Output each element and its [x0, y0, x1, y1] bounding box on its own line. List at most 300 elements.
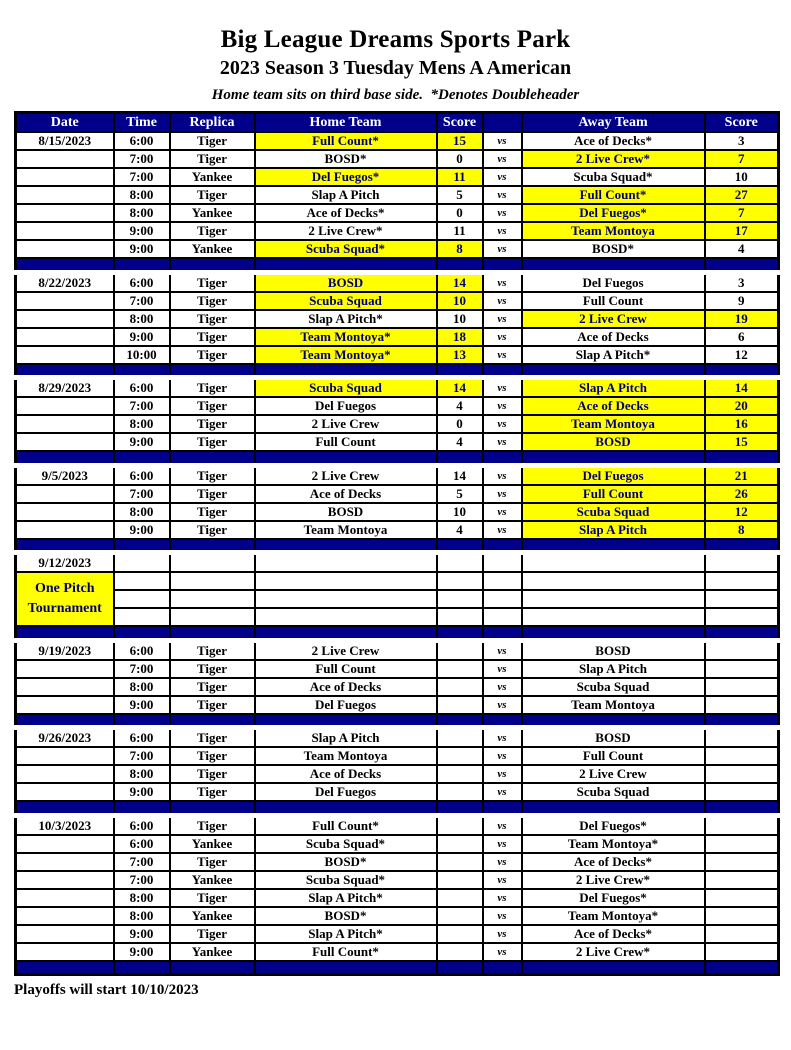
separator-cell: [483, 258, 522, 272]
home-team-cell: Del Fuegos: [255, 783, 437, 801]
away-team-cell: Slap A Pitch*: [522, 346, 705, 364]
tournament-row: [16, 590, 779, 608]
away-score-cell: [705, 747, 779, 765]
replica-cell: Tiger: [170, 150, 255, 168]
separator-cell: [16, 961, 114, 975]
separator-cell: [522, 539, 705, 553]
empty-cell: [522, 608, 705, 626]
away-score-cell: 17: [705, 222, 779, 240]
separator-cell: [705, 961, 779, 975]
separator-row: [16, 961, 779, 975]
home-team-cell: Slap A Pitch*: [255, 889, 437, 907]
home-score-cell: 18: [437, 328, 483, 346]
separator-row: [16, 539, 779, 553]
replica-cell: Tiger: [170, 272, 255, 292]
away-score-cell: 20: [705, 397, 779, 415]
home-score-cell: 10: [437, 503, 483, 521]
header-row: [16, 113, 779, 133]
vs-cell: vs: [483, 397, 522, 415]
empty-cell: [483, 608, 522, 626]
away-team-cell: Team Montoya: [522, 222, 705, 240]
away-score-cell: 10: [705, 168, 779, 186]
separator-cell: [437, 961, 483, 975]
replica-cell: Tiger: [170, 485, 255, 503]
time-cell: 7:00: [114, 397, 170, 415]
home-score-cell: [437, 943, 483, 961]
schedule-table-head: [16, 113, 779, 133]
time-cell: 8:00: [114, 765, 170, 783]
home-team-cell: Ace of Decks: [255, 765, 437, 783]
replica-cell: Yankee: [170, 204, 255, 222]
date-cell: 8/22/2023: [16, 272, 114, 292]
time-cell: 8:00: [114, 186, 170, 204]
game-row: [16, 415, 779, 433]
time-cell: 7:00: [114, 150, 170, 168]
game-row: [16, 204, 779, 222]
game-row: [16, 272, 779, 292]
away-team-cell: Del Fuegos*: [522, 815, 705, 835]
vs-cell: vs: [483, 378, 522, 398]
home-team-cell: Scuba Squad*: [255, 835, 437, 853]
away-score-cell: 16: [705, 415, 779, 433]
away-team-cell: Full Count: [522, 485, 705, 503]
separator-cell: [114, 258, 170, 272]
game-row: [16, 485, 779, 503]
away-score-cell: [705, 907, 779, 925]
away-score-cell: 6: [705, 328, 779, 346]
away-team-cell: Del Fuegos*: [522, 889, 705, 907]
vs-cell: vs: [483, 907, 522, 925]
away-team-cell: Full Count: [522, 292, 705, 310]
empty-cell: [114, 553, 170, 573]
away-score-cell: [705, 815, 779, 835]
vs-cell: vs: [483, 433, 522, 451]
col-header-vs: [483, 113, 522, 133]
away-score-cell: [705, 943, 779, 961]
time-cell: 8:00: [114, 415, 170, 433]
separator-cell: [705, 626, 779, 640]
replica-cell: Tiger: [170, 222, 255, 240]
separator-row: [16, 364, 779, 378]
date-cell: [16, 397, 114, 415]
separator-row: [16, 801, 779, 815]
away-team-cell: Del Fuegos: [522, 272, 705, 292]
home-score-cell: 15: [437, 132, 483, 150]
away-team-cell: 2 Live Crew: [522, 765, 705, 783]
home-score-cell: [437, 747, 483, 765]
empty-cell: [437, 608, 483, 626]
home-team-cell: Ace of Decks: [255, 485, 437, 503]
home-score-cell: 14: [437, 465, 483, 485]
replica-cell: Tiger: [170, 925, 255, 943]
home-team-cell: Full Count*: [255, 132, 437, 150]
home-score-cell: [437, 678, 483, 696]
separator-cell: [522, 258, 705, 272]
time-cell: 8:00: [114, 678, 170, 696]
tournament-line: Tournament: [27, 601, 102, 616]
home-team-cell: Slap A Pitch*: [255, 310, 437, 328]
home-score-cell: [437, 728, 483, 748]
game-row: [16, 925, 779, 943]
home-score-cell: [437, 696, 483, 714]
away-score-cell: 4: [705, 240, 779, 258]
time-cell: 9:00: [114, 925, 170, 943]
home-team-cell: 2 Live Crew*: [255, 222, 437, 240]
home-team-cell: Scuba Squad*: [255, 240, 437, 258]
home-score-cell: [437, 783, 483, 801]
vs-cell: vs: [483, 328, 522, 346]
game-row: [16, 503, 779, 521]
home-team-cell: Team Montoya: [255, 521, 437, 539]
separator-cell: [114, 801, 170, 815]
replica-cell: Yankee: [170, 871, 255, 889]
date-cell: [16, 765, 114, 783]
vs-cell: vs: [483, 465, 522, 485]
game-row: [16, 150, 779, 168]
tournament-line: One Pitch: [35, 581, 95, 596]
separator-cell: [16, 451, 114, 465]
replica-cell: Tiger: [170, 640, 255, 660]
home-team-cell: Slap A Pitch*: [255, 925, 437, 943]
vs-cell: vs: [483, 485, 522, 503]
away-team-cell: Slap A Pitch: [522, 378, 705, 398]
vs-cell: vs: [483, 346, 522, 364]
vs-cell: vs: [483, 747, 522, 765]
empty-cell: [170, 553, 255, 573]
replica-cell: Tiger: [170, 310, 255, 328]
vs-cell: vs: [483, 660, 522, 678]
empty-cell: [483, 590, 522, 608]
time-cell: 7:00: [114, 292, 170, 310]
away-score-cell: [705, 678, 779, 696]
vs-cell: vs: [483, 150, 522, 168]
vs-cell: vs: [483, 640, 522, 660]
away-score-cell: 3: [705, 132, 779, 150]
schedule-table: [14, 111, 780, 976]
col-header-replica: Replica: [170, 113, 255, 133]
away-score-cell: [705, 889, 779, 907]
time-cell: 9:00: [114, 783, 170, 801]
schedule-note: Home team sits on third base side. *Denotes Doubleheader: [211, 87, 580, 103]
game-row: [16, 728, 779, 748]
separator-cell: [705, 451, 779, 465]
away-score-cell: [705, 871, 779, 889]
home-team-cell: Slap A Pitch: [255, 728, 437, 748]
date-row: [16, 553, 779, 573]
separator-cell: [16, 539, 114, 553]
time-cell: 7:00: [114, 485, 170, 503]
away-team-cell: Del Fuegos: [522, 465, 705, 485]
home-score-cell: [437, 853, 483, 871]
empty-cell: [170, 590, 255, 608]
game-row: [16, 815, 779, 835]
vs-cell: vs: [483, 240, 522, 258]
home-team-cell: Team Montoya*: [255, 328, 437, 346]
empty-cell: [255, 608, 437, 626]
replica-cell: Tiger: [170, 465, 255, 485]
home-score-cell: 5: [437, 485, 483, 503]
empty-cell: [705, 590, 779, 608]
replica-cell: Tiger: [170, 889, 255, 907]
away-team-cell: Team Montoya: [522, 415, 705, 433]
home-score-cell: 10: [437, 310, 483, 328]
home-score-cell: 4: [437, 397, 483, 415]
empty-cell: [705, 608, 779, 626]
away-score-cell: 21: [705, 465, 779, 485]
home-team-cell: 2 Live Crew: [255, 640, 437, 660]
home-score-cell: [437, 871, 483, 889]
away-score-cell: [705, 925, 779, 943]
home-score-cell: 0: [437, 150, 483, 168]
time-cell: 7:00: [114, 871, 170, 889]
time-cell: 7:00: [114, 853, 170, 871]
away-team-cell: Ace of Decks*: [522, 853, 705, 871]
time-cell: 9:00: [114, 521, 170, 539]
separator-row: [16, 258, 779, 272]
time-cell: 6:00: [114, 835, 170, 853]
separator-cell: [114, 961, 170, 975]
home-score-cell: [437, 835, 483, 853]
game-row: [16, 132, 779, 150]
away-team-cell: Ace of Decks*: [522, 132, 705, 150]
replica-cell: Tiger: [170, 747, 255, 765]
replica-cell: Tiger: [170, 765, 255, 783]
separator-cell: [255, 364, 437, 378]
date-cell: [16, 204, 114, 222]
replica-cell: Tiger: [170, 815, 255, 835]
home-team-cell: Team Montoya*: [255, 346, 437, 364]
col-header-away-score: Score: [705, 113, 779, 133]
replica-cell: Tiger: [170, 728, 255, 748]
away-score-cell: [705, 696, 779, 714]
separator-cell: [705, 539, 779, 553]
game-row: [16, 521, 779, 539]
replica-cell: Tiger: [170, 783, 255, 801]
vs-cell: vs: [483, 168, 522, 186]
time-cell: 6:00: [114, 815, 170, 835]
game-row: [16, 853, 779, 871]
separator-cell: [483, 626, 522, 640]
time-cell: 9:00: [114, 943, 170, 961]
vs-cell: vs: [483, 728, 522, 748]
home-team-cell: Slap A Pitch: [255, 186, 437, 204]
separator-cell: [255, 714, 437, 728]
replica-cell: Tiger: [170, 378, 255, 398]
replica-cell: Tiger: [170, 415, 255, 433]
separator-cell: [437, 714, 483, 728]
replica-cell: Tiger: [170, 346, 255, 364]
game-row: [16, 835, 779, 853]
empty-cell: [522, 572, 705, 590]
home-team-cell: Full Count*: [255, 943, 437, 961]
separator-cell: [16, 258, 114, 272]
separator-cell: [522, 961, 705, 975]
home-team-cell: Del Fuegos*: [255, 168, 437, 186]
date-cell: [16, 871, 114, 889]
replica-cell: Tiger: [170, 397, 255, 415]
away-team-cell: Scuba Squad: [522, 783, 705, 801]
date-cell: 10/3/2023: [16, 815, 114, 835]
away-score-cell: 19: [705, 310, 779, 328]
game-row: [16, 186, 779, 204]
separator-cell: [170, 714, 255, 728]
home-team-cell: Scuba Squad: [255, 378, 437, 398]
game-row: [16, 397, 779, 415]
away-score-cell: [705, 853, 779, 871]
away-team-cell: Team Montoya*: [522, 835, 705, 853]
empty-cell: [114, 590, 170, 608]
game-row: [16, 783, 779, 801]
vs-cell: vs: [483, 835, 522, 853]
separator-cell: [705, 258, 779, 272]
home-team-cell: BOSD: [255, 272, 437, 292]
separator-cell: [255, 258, 437, 272]
replica-cell: Yankee: [170, 240, 255, 258]
empty-cell: [255, 590, 437, 608]
home-score-cell: [437, 660, 483, 678]
away-score-cell: 8: [705, 521, 779, 539]
away-score-cell: [705, 765, 779, 783]
separator-cell: [705, 364, 779, 378]
replica-cell: Tiger: [170, 132, 255, 150]
separator-cell: [114, 539, 170, 553]
separator-cell: [522, 451, 705, 465]
away-team-cell: Ace of Decks*: [522, 925, 705, 943]
replica-cell: Yankee: [170, 168, 255, 186]
date-cell: [16, 696, 114, 714]
date-cell: [16, 907, 114, 925]
time-cell: 9:00: [114, 433, 170, 451]
empty-cell: [114, 572, 170, 590]
replica-cell: Tiger: [170, 853, 255, 871]
vs-cell: vs: [483, 310, 522, 328]
home-team-cell: 2 Live Crew: [255, 415, 437, 433]
separator-cell: [16, 626, 114, 640]
time-cell: 8:00: [114, 889, 170, 907]
home-team-cell: Full Count: [255, 660, 437, 678]
separator-cell: [483, 539, 522, 553]
away-team-cell: 2 Live Crew*: [522, 871, 705, 889]
home-team-cell: Full Count: [255, 433, 437, 451]
home-score-cell: 11: [437, 222, 483, 240]
replica-cell: Yankee: [170, 907, 255, 925]
vs-cell: vs: [483, 925, 522, 943]
away-score-cell: 27: [705, 186, 779, 204]
game-row: [16, 871, 779, 889]
home-score-cell: 4: [437, 521, 483, 539]
date-cell: [16, 240, 114, 258]
vs-cell: vs: [483, 853, 522, 871]
game-row: [16, 678, 779, 696]
away-team-cell: 2 Live Crew: [522, 310, 705, 328]
date-cell: [16, 521, 114, 539]
home-score-cell: [437, 925, 483, 943]
empty-cell: [705, 572, 779, 590]
time-cell: 8:00: [114, 907, 170, 925]
date-cell: [16, 835, 114, 853]
game-row: [16, 378, 779, 398]
time-cell: 9:00: [114, 696, 170, 714]
col-header-date: Date: [16, 113, 114, 133]
game-row: [16, 465, 779, 485]
separator-cell: [16, 801, 114, 815]
date-cell: [16, 889, 114, 907]
away-score-cell: 15: [705, 433, 779, 451]
date-cell: [16, 783, 114, 801]
away-team-cell: Team Montoya: [522, 696, 705, 714]
home-score-cell: 4: [437, 433, 483, 451]
away-team-cell: Ace of Decks: [522, 397, 705, 415]
home-score-cell: 8: [437, 240, 483, 258]
away-team-cell: Del Fuegos*: [522, 204, 705, 222]
empty-cell: [483, 553, 522, 573]
away-team-cell: Team Montoya*: [522, 907, 705, 925]
date-cell: [16, 168, 114, 186]
vs-cell: vs: [483, 272, 522, 292]
vs-cell: vs: [483, 783, 522, 801]
date-cell: [16, 925, 114, 943]
time-cell: 10:00: [114, 346, 170, 364]
away-team-cell: Slap A Pitch: [522, 521, 705, 539]
game-row: [16, 696, 779, 714]
col-header-home-score: Score: [437, 113, 483, 133]
away-team-cell: Full Count: [522, 747, 705, 765]
separator-cell: [255, 626, 437, 640]
separator-cell: [16, 714, 114, 728]
away-score-cell: 9: [705, 292, 779, 310]
away-score-cell: 12: [705, 346, 779, 364]
time-cell: 9:00: [114, 240, 170, 258]
time-cell: 7:00: [114, 747, 170, 765]
page-title: Big League Dreams Sports Park: [220, 26, 571, 53]
separator-cell: [437, 801, 483, 815]
empty-cell: [522, 590, 705, 608]
game-row: [16, 433, 779, 451]
away-team-cell: Full Count*: [522, 186, 705, 204]
away-score-cell: 7: [705, 204, 779, 222]
home-team-cell: Ace of Decks*: [255, 204, 437, 222]
away-team-cell: 2 Live Crew*: [522, 150, 705, 168]
date-cell: [16, 186, 114, 204]
home-score-cell: 0: [437, 415, 483, 433]
home-team-cell: Ace of Decks: [255, 678, 437, 696]
separator-cell: [522, 714, 705, 728]
away-team-cell: Scuba Squad*: [522, 168, 705, 186]
separator-cell: [114, 364, 170, 378]
vs-cell: vs: [483, 503, 522, 521]
home-team-cell: BOSD*: [255, 150, 437, 168]
home-score-cell: 11: [437, 168, 483, 186]
away-score-cell: 14: [705, 378, 779, 398]
vs-cell: vs: [483, 815, 522, 835]
tournament-cell: [16, 572, 114, 626]
away-score-cell: 3: [705, 272, 779, 292]
replica-cell: Yankee: [170, 943, 255, 961]
empty-cell: [483, 572, 522, 590]
vs-cell: vs: [483, 871, 522, 889]
away-score-cell: 26: [705, 485, 779, 503]
time-cell: 6:00: [114, 272, 170, 292]
vs-cell: vs: [483, 292, 522, 310]
separator-cell: [522, 801, 705, 815]
away-score-cell: [705, 783, 779, 801]
separator-cell: [437, 258, 483, 272]
date-cell: [16, 485, 114, 503]
home-score-cell: 0: [437, 204, 483, 222]
away-team-cell: BOSD: [522, 433, 705, 451]
vs-cell: vs: [483, 186, 522, 204]
date-cell: 9/19/2023: [16, 640, 114, 660]
